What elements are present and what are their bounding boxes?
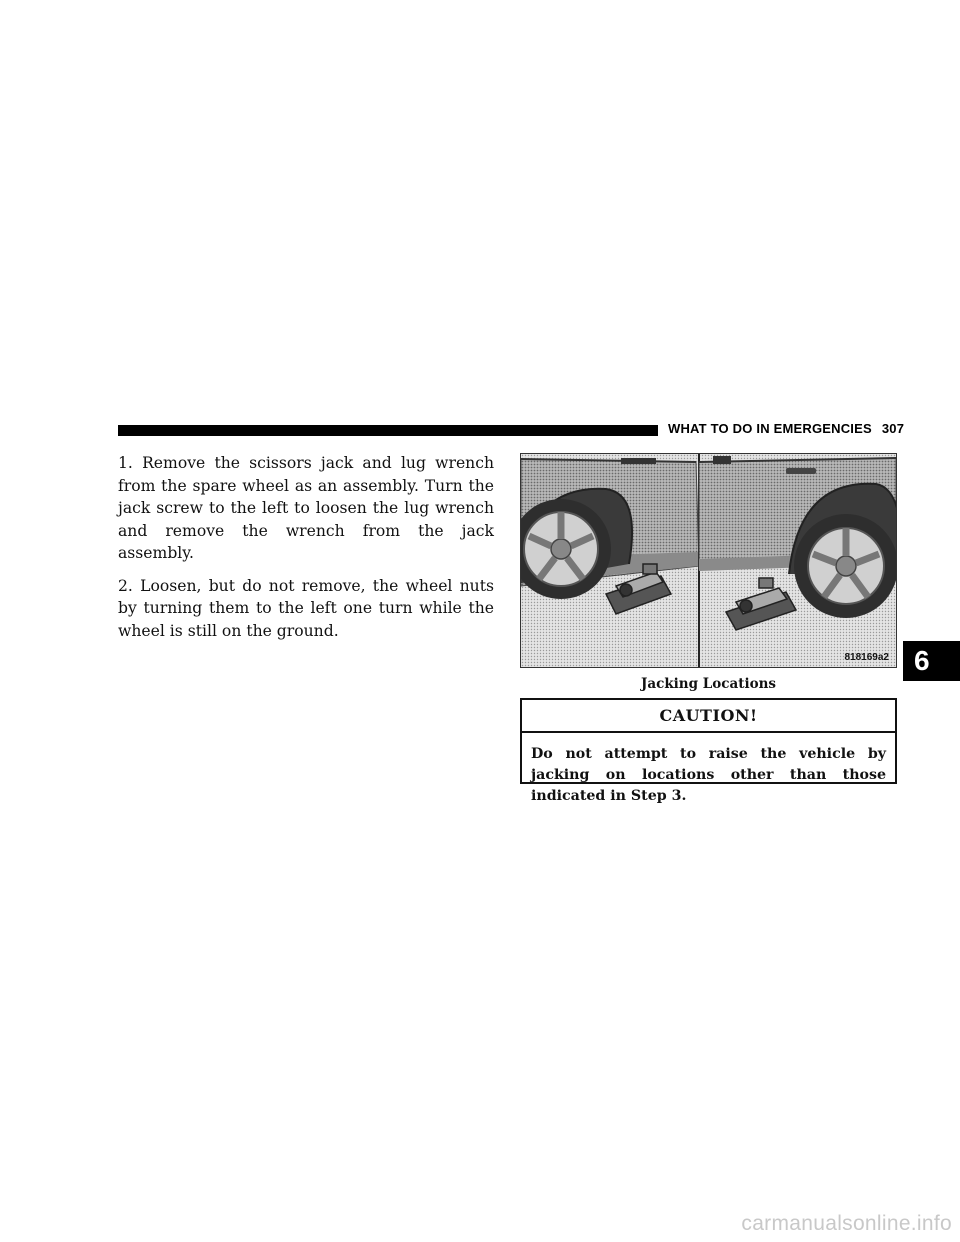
jacking-locations-figure <box>520 453 897 668</box>
body-text <box>118 452 494 652</box>
running-header <box>668 421 904 436</box>
caution-box <box>520 698 897 804</box>
figure-code: 818169a2 <box>844 652 889 663</box>
watermark: carmanualsonline.info <box>741 1212 952 1235</box>
section-title: WHAT TO DO IN EMERGENCIES <box>668 421 872 436</box>
chapter-tab: 6 <box>903 641 960 681</box>
step-2-paragraph: 2. Loosen, but do not remove, the wheel nuts by turning them to the left one turn while the wheel is still on the ground. <box>118 576 494 640</box>
caution-title: CAUTION! <box>522 700 895 733</box>
step-1-paragraph: 1. Remove the scissors jack and lug wrench from the spare wheel as an assembly. Turn the jack screw to the left to loosen the lug wrench and remove the wrench from the jack assembly. <box>118 454 494 562</box>
jacking-illustration <box>521 454 896 667</box>
header-rule <box>118 425 658 436</box>
figure-caption: Jacking Locations <box>640 676 777 692</box>
caution-text: Do not attempt to raise the vehicle by jacking on locations other than those indicated in Step 3. <box>531 746 886 804</box>
page-number: 307 <box>881 421 905 436</box>
